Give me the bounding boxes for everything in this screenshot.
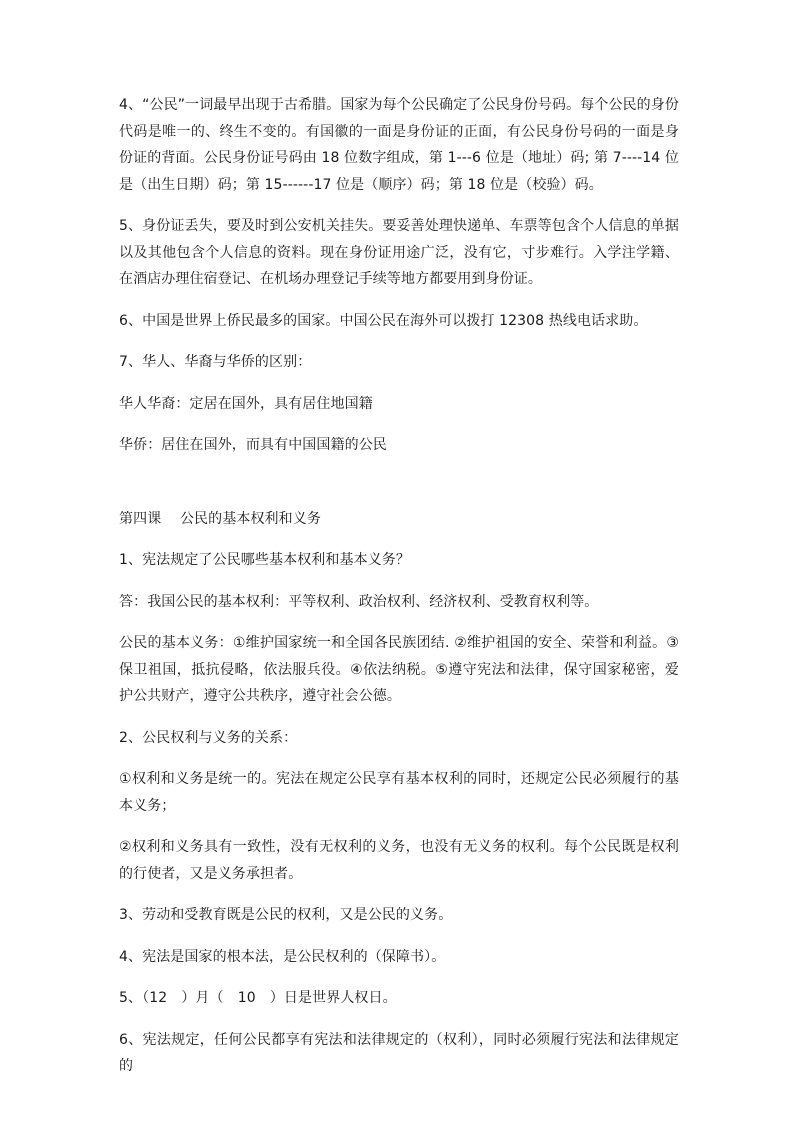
paragraph-constitution: 4、宪法是国家的根本法，是公民权利的（保障书）。 xyxy=(119,948,446,965)
paragraph-huaqiao: 华侨：居住在国外，而具有中国国籍的公民 xyxy=(119,437,387,453)
question-relationship: 2、公民权利与义务的关系： xyxy=(119,729,298,746)
paragraph-consistency: ②权利和义务具有一致性，没有无权利的义务，也没有无义务的权利。每个公民既是权利的行使者，又是义务承担者。 xyxy=(119,839,679,882)
paragraph-human-rights-day: 5、（12 ）月（ 10 ）日是世界人权日。 xyxy=(119,990,397,1006)
paragraph-overseas-chinese: 6、中国是世界上侨民最多的国家。中国公民在海外可以拨打 12308 热线电话求助。 xyxy=(119,312,648,329)
paragraph-huaren-huayi: 华人华裔：定居在国外，具有居住地国籍 xyxy=(119,395,373,412)
answer-basic-rights: 答：我国公民的基本权利：平等权利、政治权利、经济权利、受教育权利等。 xyxy=(119,593,599,610)
lesson-title: 第四课 公民的基本权利和义务 xyxy=(119,510,321,527)
paragraph-basic-duties: 公民的基本义务：①维护国家统一和全国各民族团结. ②维护祖国的安全、荣誉和利益。③保卫祖国，抵抗侵略，依法服兵役。④依法纳税。⑤遵守宪法和法律，保守国家秘密，爱护公共财产，遵守公共秩序，遵守社会公德。 xyxy=(119,635,679,704)
question-rights-duties: 1、宪法规定了公民哪些基本权利和基本义务？ xyxy=(119,552,411,568)
paragraph-labor-education: 3、劳动和受教育既是公民的权利，又是公民的义务。 xyxy=(119,907,453,923)
document-page xyxy=(119,92,679,1080)
paragraph-unity: ①权利和义务是统一的。宪法在规定公民享有基本权利的同时，还规定公民必须履行的基本义务； xyxy=(119,771,679,814)
paragraph-rights-obligations: 6、宪法规定，任何公民都享有宪法和法律规定的（权利），同时必须履行宪法和法律规定的 xyxy=(119,1031,679,1074)
paragraph-id-card-lost: 5、身份证丢失，要及时到公安机关挂失。要妥善处理快递单、车票等包含个人信息的单据以及其他包含个人信息的资料。现在身份证用途广泛，没有它，寸步难行。入学注学籍、在酒店办理住宿登记、在机场办理登记手续等地方都要用到身份证。 xyxy=(119,218,679,287)
paragraph-difference-heading: 7、华人、华裔与华侨的区别： xyxy=(119,354,312,370)
paragraph-id-number: 4、“公民”一词最早出现于古希腊。国家为每个公民确定了公民身份号码。每个公民的身份代码是唯一的、终生不变的。有国徽的一面是身份证的正面，有公民身份号码的一面是身份证的背面。公民身份证号码由 18 位数字组成，第 1---6 位是（地址）码; 第 7----14 位是（出生日期）码；第 15------17 位是（顺序）码；第 18 位是（校验）码。 xyxy=(119,97,679,193)
